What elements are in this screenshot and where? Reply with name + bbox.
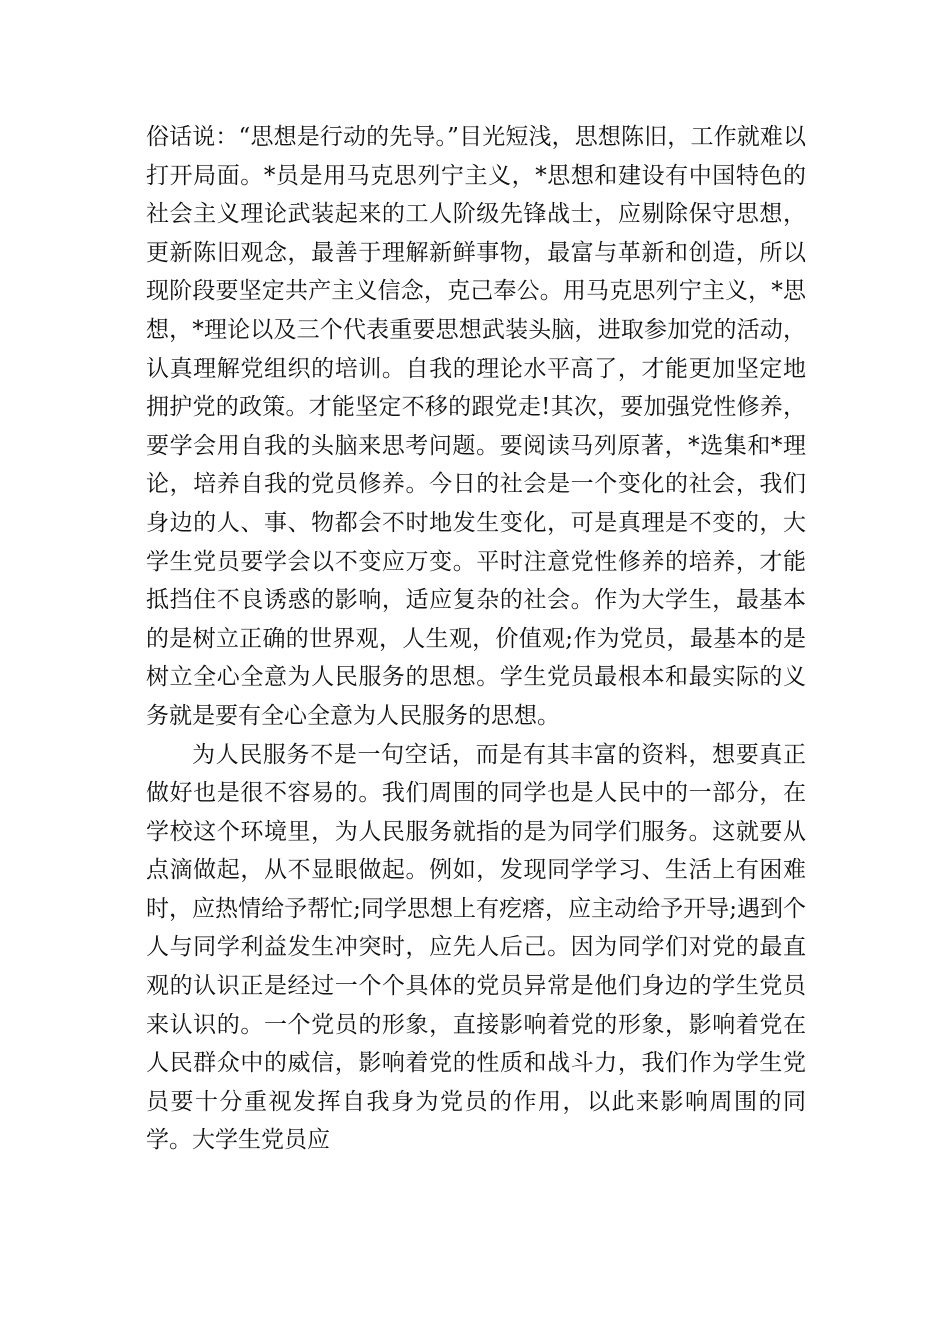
paragraph-serve-people: 为人民服务不是一句空话，而是有其丰富的资料，想要真正做好也是很不容易的。我们周围的同学也是人民中的一部分，在学校这个环境里，为人民服务就指的是为同学们服务。这就要从点滴做起，从不显眼做起。例如，发现同学学习、生活上有困难时，应热情给予帮忙;同学思想上有疙瘩，应主动给予开导;遇到个人与同学利益发生冲突时，应先人后己。因为同学们对党的最直观的认识正是经过一个个具体的党员异常是他们身边的学生党员来认识的。一个党员的形象，直接影响着党的形象，影响着党在人民群众中的威信，影响着党的性质和战斗力，我们作为学生党员要十分重视发挥自我身为党员的作用，以此来影响周围的同学。大学生党员应 (146, 741, 806, 1154)
paragraph-thinking-guide: 俗话说：“思想是行动的先导。”目光短浅，思想陈旧，工作就难以打开局面。*员是用马克思列宁主义，*思想和建设有中国特色的社会主义理论武装起来的工人阶级先锋战士，应剔除保守思想，更新陈旧观念，最善于理解新鲜事物，最富与革新和创造，所以现阶段要坚定共产主义信念，克己奉公。用马克思列宁主义，*思想，*理论以及三个代表重要思想武装头脑，进取参加党的活动，认真理解党组织的培训。自我的理论水平高了，才能更加坚定地拥护党的政策。才能坚定不移的跟党走!其次，要加强党性修养，要学会用自我的头脑来思考问题。要阅读马列原著，*选集和*理论，培养自我的党员修养。今日的社会是一个变化的社会，我们身边的人、事、物都会不时地发生变化，可是真理是不变的，大学生党员要学会以不变应万变。平时注意党性修养的培养，才能抵挡住不良诱惑的影响，适应复杂的社会。作为大学生，最基本的是树立正确的世界观，人生观，价值观;作为党员，最基本的是树立全心全意为人民服务的思想。学生党员最根本和最实际的义务就是要有全心全意为人民服务的思想。 (146, 124, 806, 729)
document-body (146, 118, 806, 1160)
